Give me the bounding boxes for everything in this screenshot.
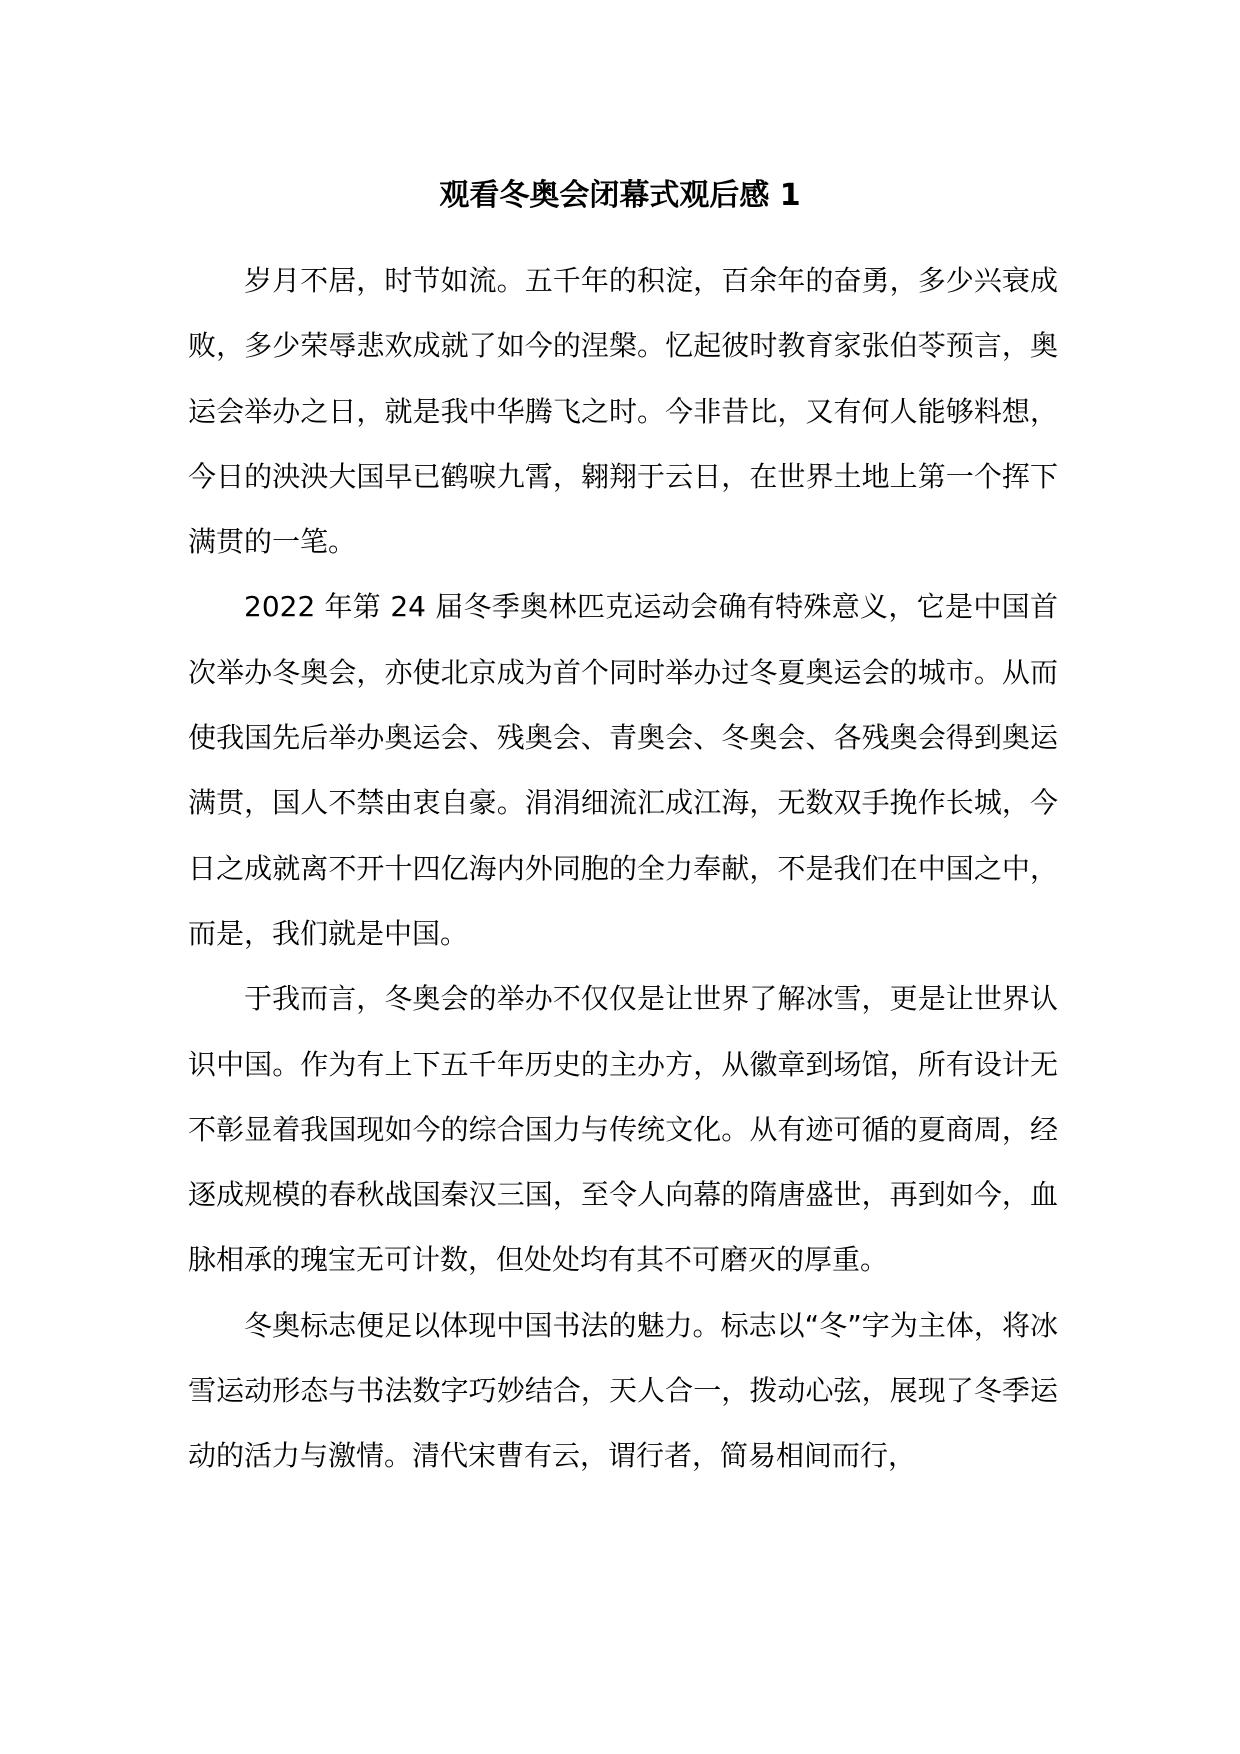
paragraph-2: 2022 年第 24 届冬季奥林匹克运动会确有特殊意义，它是中国首次举办冬奥会，亦使北京成为首个同时举办过冬夏奥运会的城市。从而使我国先后举办奥运会、残奥会、青奥会、冬奥会、各残奥会得到奥运满贯，国人不禁由衷自豪。涓涓细流汇成江海，无数双手挽作长城，今日之成就离不开十四亿海内外同胞的全力奉献，不是我们在中国之中，而是，我们就是中国。 <box>188 590 1058 950</box>
paragraph-3: 于我而言，冬奥会的举办不仅仅是让世界了解冰雪，更是让世界认识中国。作为有上下五千年历史的主办方，从徽章到场馆，所有设计无不彰显着我国现如今的综合国力与传统文化。从有迹可循的夏商周，经逐成规模的春秋战国秦汉三国，至令人向幕的隋唐盛世，再到如今，血脉相承的瑰宝无可计数，但处处均有其不可磨灭的厚重。 <box>188 982 1058 1277</box>
paragraph-1: 岁月不居，时节如流。五千年的积淀，百余年的奋勇，多少兴衰成败，多少荣辱悲欢成就了如今的涅槃。忆起彼时教育家张伯苓预言，奥运会举办之日，就是我中华腾飞之时。今非昔比，又有何人能够料想，今日的泱泱大国早已鹤唳九霄，翱翔于云日，在世界土地上第一个挥下满贯的一笔。 <box>188 264 1058 559</box>
paragraph-4: 冬奥标志便足以体现中国书法的魅力。标志以“冬”字为主体，将冰雪运动形态与书法数字巧妙结合，天人合一，拨动心弦，展现了冬季运动的活力与激情。清代宋曹有云，谓行者，简易相间而行， <box>188 1308 1058 1473</box>
document-body <box>188 248 1058 1489</box>
document-title: 观看冬奥会闭幕式观后感 1 <box>439 178 801 213</box>
